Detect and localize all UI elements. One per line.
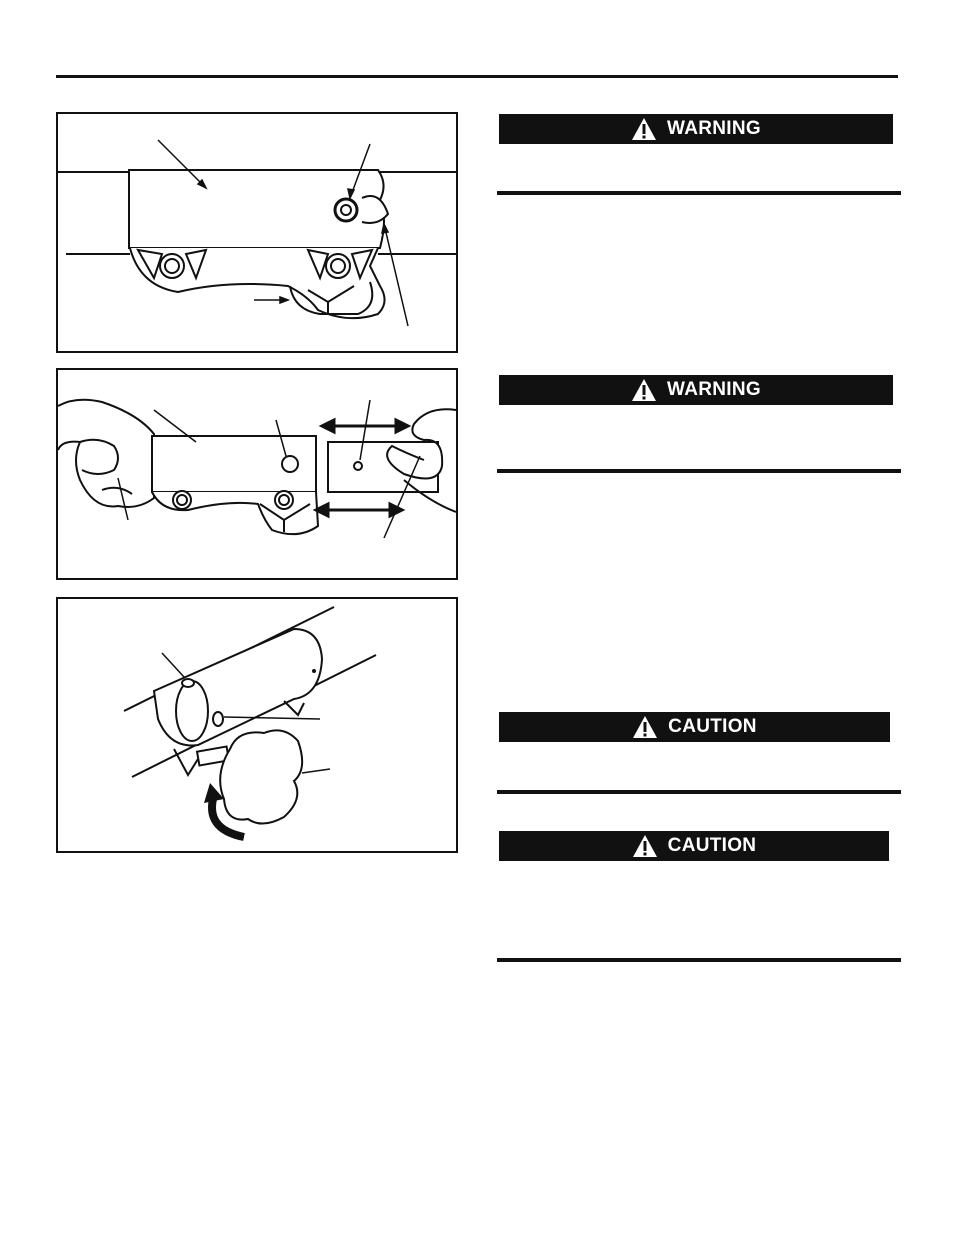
caution-label: CAUTION [667,835,757,856]
hands-shaft-illustration [58,370,456,578]
figure-knob-tightening [56,597,458,853]
warning-triangle-icon [631,378,657,402]
warning-banner-1 [499,114,893,144]
section-divider [497,958,901,962]
caution-banner-1 [499,712,890,742]
header-rule [56,75,898,78]
caution-label: CAUTION [668,716,757,737]
knob-illustration [58,599,456,851]
warning-triangle-icon [631,117,657,141]
section-divider [497,469,901,473]
caution-banner-2 [499,831,889,861]
section-divider [497,790,901,794]
figure-shaft-assembly [56,368,458,580]
warning-triangle-icon [632,834,658,858]
warning-banner-2 [499,375,893,405]
warning-triangle-icon [632,715,658,739]
warning-label: WARNING [667,118,761,139]
figure-coupler-closeup [56,112,458,353]
warning-label: WARNING [667,379,761,400]
section-divider [497,191,901,195]
coupler-illustration [58,114,456,351]
